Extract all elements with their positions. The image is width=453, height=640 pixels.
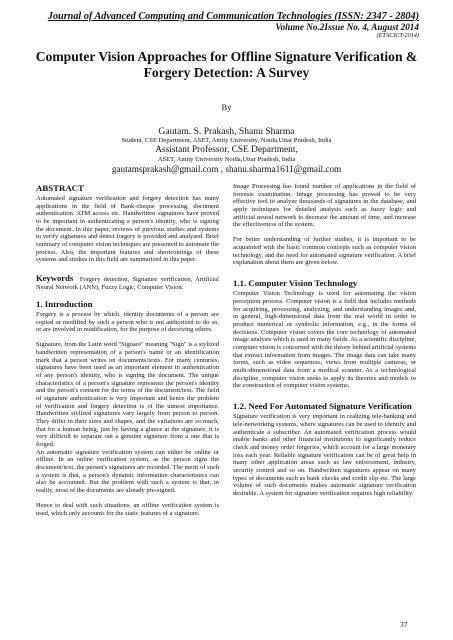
section-1-2-paragraph: Signature verification is very important in realizing tele-banking and tele-networking systems, where signatures can be used to identify and authenticate a subscriber. An automated verification process would enable banks and other financial institutions to significantly reduce check and money order forgeries, which account for a large monetary loss each year. Reliable signature verification can be of great help in many other application areas such as law enforcement, industry, security control and so on. Handwritten signatures appear on many types of documents such as bank checks and credit slip etc. The large volume of such documents makes automatic signature verification desirable. A system for signature verification requires high reliability. (233, 413, 416, 497)
section-1-1-paragraph: Computer Vision Technology is used for automating the vision perception process. Computer vision is a field that includes methods for acquiring, processing, analyzing, and understanding images and, in general, high-dimensional data from the real world in order to produce numerical or symbolic information, e.g., in the forms of decisions. Computer vision covers the core technology of automated image analysis which is used in many fields. As a scientific discipline, computer vision is concerned with the theory behind artificial systems that extract information from images. The image data can take many forms, such as video sequences, views from multiple cameras, or multi-dimensional data from a medical scanner. As a technological discipline, computer vision seeks to apply its theories and models to the construction of computer vision systems. (233, 290, 416, 390)
right-paragraph-2: For better understanding of further studies, it is important to be acquainted with the basic common concepts such as computer vision technology, and the need for automated signature verification. A brief explanation about them are given below. (233, 236, 416, 267)
affiliation-professor: Assistant Professor, CSE Department, (155, 145, 298, 156)
journal-header (34, 11, 419, 39)
affiliation-student: Student, CSE Department, ASET, Amity University, Noida,Uttar Pradesh, India (121, 137, 332, 144)
left-column (36, 183, 219, 525)
introduction-heading: 1. Introduction (36, 299, 93, 309)
keywords (36, 275, 219, 291)
section-1-2-heading: 1.2. Need For Automated Signature Verification (233, 401, 412, 412)
conference-tag: (ETACICT-2014) (376, 32, 419, 39)
affiliation-university: ASET, Amity University Noida,Uttar Pradesh, India (157, 156, 296, 164)
abstract-heading: ABSTRACT (36, 183, 84, 193)
section-1-1-heading: 1.1. Computer Vision Technology (233, 278, 358, 289)
authors: Gautam. S. Prakash, Shanu Sharma (158, 126, 295, 137)
by-line: By (221, 102, 232, 112)
paper-title: Computer Vision Approaches for Offline Signature Verification & Forgery Detection: A Survey (35, 49, 418, 80)
intro-paragraph-2: Signature, from the Latin word "Signare" meaning "Sign" is a stylized handwritten representation of a person's name or an identification mark that a person writes on documents/texts. For many centuries, signatures have been used as an important element in authentication of any person's identity, who is signing the document. The unique characteristics of a person's signature represents the person's identity and the person's consent for the terms of the document/text. The field of signature authentication is very important and hence the problem of verification and forgery detection is of the utmost importance. Handwritten stylized signatures vary largely from person to person. They differ in their sizes and shapes, and the variations are so much, that for a human being, just by having a glance at the signature, it is very difficult to separate out a genuine signature from a one that is forged. (36, 341, 219, 448)
title-block (30, 49, 423, 175)
author-emails: gautamsprakash@gmail.com , shanu.sharma1611@gmail.com (111, 164, 342, 175)
journal-volume-issue: Volume No.2Issue No. 4, August 2014 (275, 22, 419, 32)
keywords-text: Forgery detection, Signature verification, Artificial Neural Network (ANN), Fuzzy Logic, Computer Vision. (36, 276, 219, 291)
right-paragraph-1: Image Processing has found number of applications in the field of forensic examination. Image processing has proved to be very effective tool to analyze thousands of signatures in the database, and apply techniques for detailed analysis such as fuzzy logic and artificial neural network to decrease the amount of time, and increase the effectiveness of the system. (233, 183, 416, 229)
intro-paragraph-4: Hence to deal with such situations, an offline verification system is used, which only accounts for the static features of a signature. (36, 501, 219, 517)
journal-title: Journal of Advanced Computing and Communication Technologies (ISSN: 2347 - 2804) (47, 11, 419, 22)
intro-paragraph-1: Forgery is a process by which, identity documents of a person are copied or modified by such a person who is not authorized to do so, or are involved in modification, for the purpose of deceiving others. (36, 311, 219, 334)
page-number: 37 (400, 620, 408, 629)
right-column (233, 183, 416, 505)
keywords-heading: Keywords (36, 273, 74, 284)
intro-paragraph-3: An automatic signature verification system can either be online or offline. In an online verification system, as the person signs the document/text, the person's signatures are recorded. The merit of such a system is that, a person's dynamic information characteristics can also be accounted. But the problem with such a system is that, in reality, most of the documents are already pre-signed. (36, 448, 219, 494)
abstract-text: Automated signature verification and forgery detection has many applications in the field of Bank-cheque processing, document authentication. ATM access etc. Handwritten signatures have proved to be important in authenticating a person's identity, who is signing the document. In this paper, reviews of previous studies and systems to verify signatures and detect forgery is provided and analyzed. Brief summary of computer vision techniques are presented to automate the process. Also, the important features and shortcomings of these systems and studies in this field are summarized in this paper. (36, 195, 219, 264)
